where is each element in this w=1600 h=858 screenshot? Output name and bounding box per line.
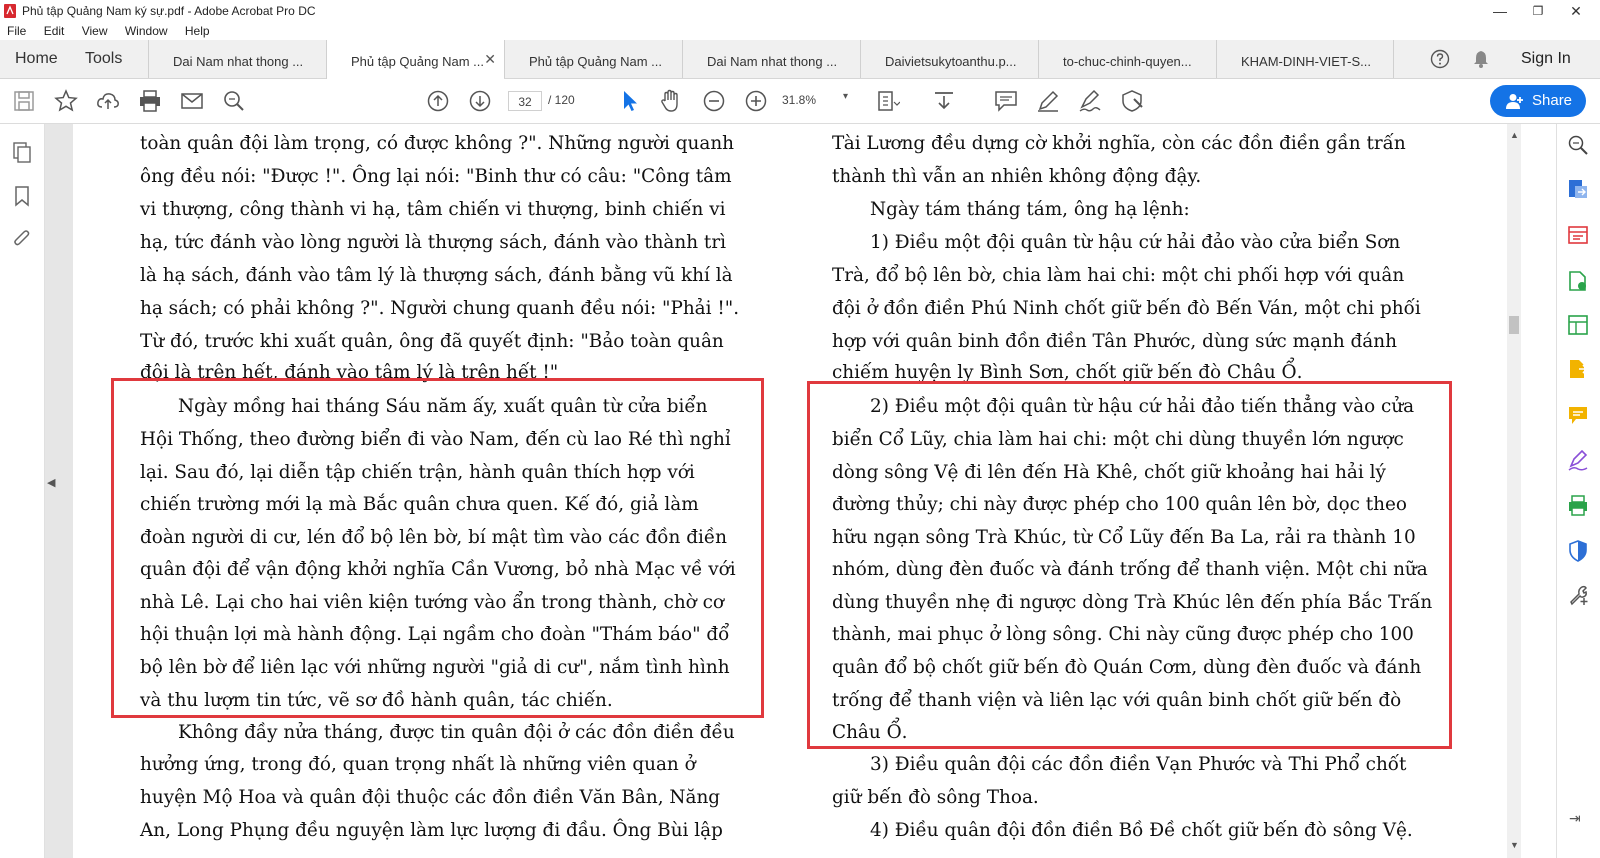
select-cursor-icon[interactable]	[618, 89, 642, 113]
menu-bar	[0, 22, 1600, 40]
page-text-line: dòng sông Vệ đi lên đến Hà Khê, chốt giữ khoảng hai hải lý	[832, 462, 1386, 483]
search-tools-icon[interactable]	[1567, 134, 1589, 156]
next-page-icon[interactable]	[468, 89, 492, 113]
tab-label: Phủ tập Quảng Nam ...	[351, 54, 484, 69]
zoom-in-icon[interactable]	[744, 89, 768, 113]
document-tab-active[interactable]	[326, 40, 504, 79]
page-text-line: lại. Sau đó, lại diễn tập chiến trận, hành quân thích hợp với	[140, 462, 695, 483]
pdf-page-right	[777, 124, 1509, 858]
scan-ocr-icon[interactable]	[1567, 494, 1589, 516]
highlight-pen-icon[interactable]	[1036, 89, 1060, 113]
menu-file[interactable]: File	[7, 24, 27, 38]
right-tools-panel	[1556, 124, 1600, 858]
close-window-button[interactable]: ✕	[1570, 3, 1582, 19]
page-text-line: hạ sách; có phải không ?". Người chung quanh đều nói: "Phải !".	[140, 298, 740, 319]
highlight-box	[111, 378, 764, 718]
page-text-line: chiếm huyện ly Bình Sơn, chốt giữ bến đò Châu Ổ.	[832, 362, 1303, 383]
highlight-box	[807, 381, 1452, 749]
scroll-thumb[interactable]	[1509, 316, 1519, 334]
scroll-up-icon[interactable]: ▲	[1510, 130, 1519, 140]
scroll-mode-icon[interactable]	[932, 89, 956, 113]
collapse-left-panel-icon[interactable]: ◀	[47, 477, 56, 489]
zoom-level[interactable]: 31.8%	[782, 93, 817, 107]
menu-help[interactable]: Help	[184, 24, 210, 38]
menu-view[interactable]: View	[81, 24, 108, 38]
page-text-line: thành thì vẫn an nhiên không động đậy.	[832, 166, 1202, 187]
page-text-line: An, Long Phụng đều nguyện làm lực lượng đi đầu. Ông Bùi lập	[140, 820, 723, 841]
page-text-line: Từ đó, trước khi xuất quân, ông đã quyết định: "Bảo toàn quân	[140, 331, 724, 352]
document-tab[interactable]	[1038, 40, 1216, 78]
page-text-line: 1) Điều một đội quân từ hậu cứ hải đảo vào cửa biển Sơn	[870, 232, 1401, 253]
document-tab[interactable]	[1216, 40, 1394, 78]
page-text-line: hưởng ứng, trong đó, quan trọng nhất là những viên quan ở	[140, 754, 696, 775]
search-icon[interactable]	[222, 89, 246, 113]
acrobat-icon	[4, 4, 16, 18]
comment-tool-icon[interactable]	[1567, 404, 1589, 426]
page-text-line: quân đội để vận động khởi nghĩa Cần Vương, bỏ nhà Mạc về với	[140, 559, 736, 580]
document-tab[interactable]	[148, 40, 326, 78]
page-text-line: nhà Lê. Lại cho hai viên kiện tướng vào ẩn trong thành, chờ cơ	[140, 592, 724, 613]
page-text-line: giữ bến đò sông Thoa.	[832, 787, 1039, 808]
page-text-line: đội là trên hết, đánh vào tâm lý là trên hết !"	[140, 362, 559, 383]
zoom-out-icon[interactable]	[702, 89, 726, 113]
toolbar	[0, 79, 1600, 124]
page-text-line: 2) Điều một đội quân từ hậu cứ hải đảo tiến thẳng vào cửa	[870, 396, 1415, 417]
page-text-line: Ngày mồng hai tháng Sáu năm ấy, xuất quân từ cửa biển	[178, 396, 708, 417]
page-text-line: đường thủy; chi này được phép cho 100 quân lên bờ, dọc theo	[832, 494, 1407, 515]
page-text-line: Trà, đổ bộ lên bờ, chia làm hai chi: một chi phối hợp với quân	[832, 265, 1405, 286]
comment-icon[interactable]	[994, 89, 1018, 113]
page-text-line: quân đổ bộ chốt giữ bến đò Quán Cơm, dùng đèn đuốc và đánh	[832, 657, 1422, 678]
scroll-down-icon[interactable]: ▼	[1510, 840, 1519, 850]
expand-panel-icon[interactable]: ⇥	[1569, 810, 1581, 826]
page-text-line: huyện Mộ Hoa và quân đội thuộc các đồn điền Văn Bân, Năng	[140, 787, 721, 808]
page-text-line: đoàn người di cư, lén đổ bộ lên bờ, bí mật tìm vào các đồn điền	[140, 527, 728, 548]
close-tab-icon[interactable]: ✕	[484, 51, 496, 67]
edit-pdf-icon[interactable]	[1567, 270, 1589, 292]
document-tab[interactable]	[860, 40, 1038, 78]
tab-label: Dai Nam nhat thong ...	[173, 54, 304, 69]
hand-tool-icon[interactable]	[658, 89, 682, 113]
page-total: / 120	[548, 93, 575, 107]
bell-icon[interactable]	[1471, 49, 1491, 69]
save-icon[interactable]	[12, 89, 36, 113]
page-number-input[interactable]: 32	[508, 91, 542, 111]
more-tools-icon[interactable]	[1567, 584, 1589, 606]
tab-label: Daivietsukytoanthu.p...	[885, 54, 1017, 69]
previous-page-icon[interactable]	[426, 89, 450, 113]
menu-window[interactable]: Window	[124, 24, 168, 38]
page-text-line: đội ở đồn điền Phú Ninh chốt giữ bến đò Bến Ván, một chi phối	[832, 298, 1421, 319]
print-icon[interactable]	[138, 89, 162, 113]
page-text-line: là hạ sách, đánh vào tâm lý là thượng sách, đánh bằng vũ khí là	[140, 265, 733, 286]
cloud-upload-icon[interactable]	[96, 89, 120, 113]
home-link[interactable]: Home	[15, 50, 58, 67]
page-thumbnails-icon[interactable]	[11, 142, 33, 164]
page-text-line: Châu Ổ.	[832, 722, 908, 743]
tab-label: Dai Nam nhat thong ...	[707, 54, 838, 69]
page-text-line: trống để thanh viện và liên lạc với quân binh chốt giữ bến đò	[832, 690, 1402, 711]
tools-link[interactable]: Tools	[85, 50, 123, 67]
document-tab[interactable]	[682, 40, 860, 78]
page-text-line: ông đều nói: "Được !". Ông lại nói: "Binh thư có câu: "Công tâm	[140, 166, 732, 187]
page-text-line: 3) Điều quân đội các đồn điền Vạn Phước và Thi Phổ chốt	[870, 754, 1407, 775]
page-text-line: hữu ngạn sông Trà Khúc, từ Cổ Lũy đến Ba La, rải ra thành 10	[832, 527, 1416, 548]
page-text-line: thành, mai phục ở lòng sông. Chi này cũng được phép cho 100	[832, 624, 1414, 645]
page-text-line: Hội Thống, theo đường biển đi vào Nam, đến cù lao Ré thì nghỉ	[140, 429, 731, 450]
fit-page-icon[interactable]	[876, 89, 900, 113]
sign-in-link[interactable]: Sign In	[1521, 50, 1571, 67]
tab-label: KHAM-DINH-VIET-S...	[1241, 54, 1372, 69]
page-text-line: hạ, tức đánh vào lòng người là thượng sách, đánh vào thành trì	[140, 232, 726, 253]
tab-label: to-chuc-chinh-quyen...	[1063, 54, 1192, 69]
page-text-line: vi thượng, công thành vi hạ, tâm chiến vi thượng, binh chiến vi	[140, 199, 726, 220]
left-navigation-panel	[0, 124, 45, 858]
window-title: Phủ tập Quảng Nam ký sự.pdf - Adobe Acrobat Pro DC	[22, 4, 316, 18]
protect-icon[interactable]	[1567, 540, 1589, 562]
organize-pages-icon[interactable]	[1567, 314, 1589, 336]
document-view[interactable]	[45, 124, 1520, 858]
document-tab[interactable]	[504, 40, 682, 78]
fill-sign-icon[interactable]	[1567, 450, 1589, 472]
create-pdf-icon[interactable]	[1567, 224, 1589, 246]
page-text-line: Không đầy nửa tháng, được tin quân đội ở các đồn điền đều	[178, 722, 735, 743]
bookmarks-icon[interactable]	[11, 185, 33, 207]
pdf-page-left	[73, 124, 833, 858]
page-text-line: Ngày tám tháng tám, ông hạ lệnh:	[870, 199, 1190, 220]
restore-button[interactable]: ❐	[1532, 4, 1544, 18]
page-text-line: biển Cổ Lũy, chia làm hai chi: một chi dùng thuyền lớn ngược	[832, 429, 1404, 450]
star-icon[interactable]	[54, 89, 78, 113]
redact-icon[interactable]	[1120, 89, 1144, 113]
share-label: Share	[1532, 92, 1573, 109]
sign-icon[interactable]	[1078, 89, 1102, 113]
page-text-line: và thu lượm tin tức, vẽ sơ đồ hành quân, tác chiến.	[140, 690, 613, 711]
page-text-line: hội thuận lợi mà hành động. Lại ngầm cho đoàn "Thám báo" đổ	[140, 624, 730, 645]
page-text-line: toàn quân đội làm trọng, có được không ?". Những người quanh	[140, 133, 735, 154]
tab-label: Phủ tập Quảng Nam ...	[529, 54, 662, 69]
menu-edit[interactable]: Edit	[43, 24, 65, 38]
page-text-line: chiến trường mới lạ mà Bắc quân chưa quen. Kế đó, giả làm	[140, 494, 699, 515]
page-text-line: 4) Điều quân đội đồn điền Bồ Đề chốt giữ bến đò sông Vệ.	[870, 820, 1413, 841]
title-bar	[0, 0, 1600, 22]
help-icon[interactable]	[1430, 49, 1450, 69]
export-pdf-icon[interactable]	[1567, 178, 1589, 200]
minimize-button[interactable]: —	[1493, 3, 1507, 19]
zoom-dropdown-icon[interactable]: ▾	[843, 91, 849, 102]
add-user-icon	[1506, 93, 1524, 109]
page-text-line: Tài Lương đều dựng cờ khởi nghĩa, còn các đồn điền gần trấn	[832, 133, 1406, 154]
page-text-line: hợp với quân binh đồn điền Tân Phước, dùng sức mạnh đánh	[832, 331, 1397, 352]
attachments-icon[interactable]	[11, 228, 33, 250]
vertical-scrollbar[interactable]	[1507, 124, 1521, 858]
page-text-line: dùng thuyền nhẹ đi ngược dòng Trà Khúc lên đến phía Bắc Trấn	[832, 592, 1433, 613]
combine-files-icon[interactable]	[1567, 358, 1589, 380]
share-button[interactable]	[1490, 85, 1586, 117]
page-text-line: nhóm, dùng đèn đuốc và đánh trống để thanh viện. Một chi nữa	[832, 559, 1428, 580]
email-icon[interactable]	[180, 89, 204, 113]
tab-bar	[0, 40, 1600, 79]
page-text-line: bộ lên bờ để liên lạc với những người "giả di cư", nắm tình hình	[140, 657, 730, 678]
